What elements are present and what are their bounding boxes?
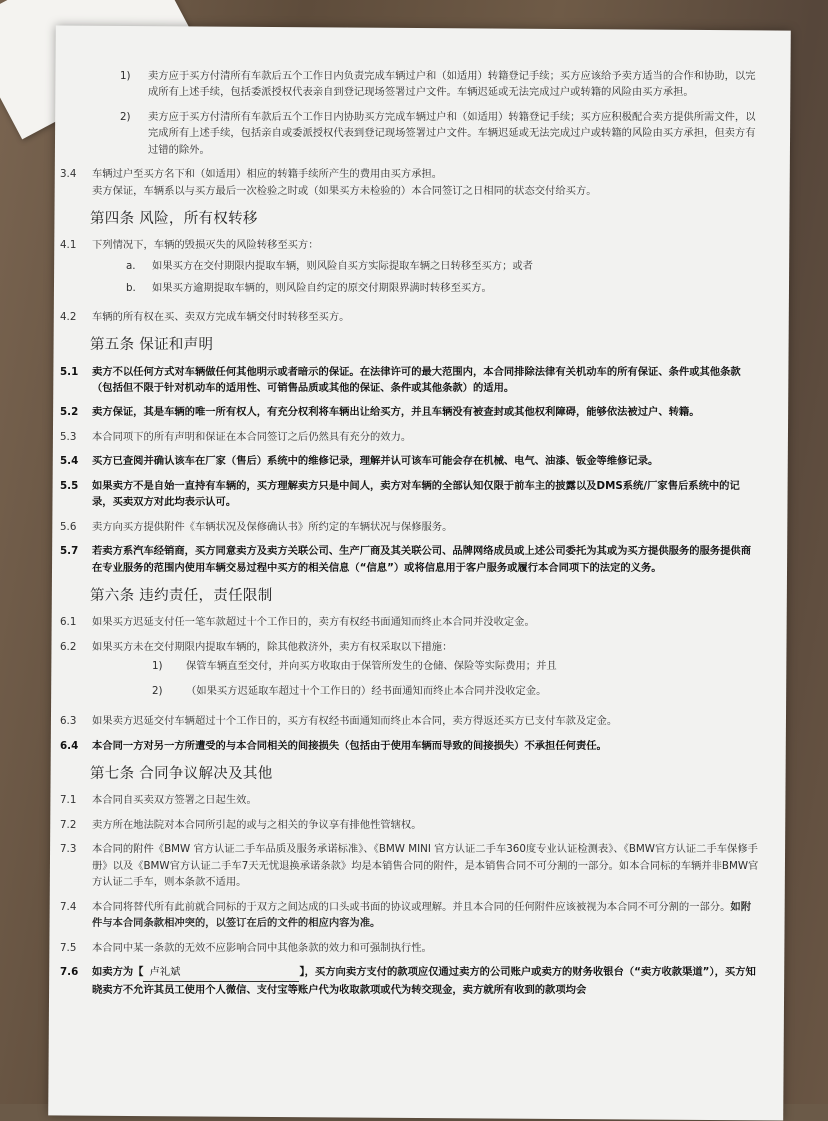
clause-4-2: 4.2 车辆的所有权在买、卖双方完成车辆交付时转移至买方。 xyxy=(60,310,350,323)
clause-5-1: 5.1 卖方不以任何方式对车辆做任何其他明示或者暗示的保证。在法律许可的最大范围内，本合同排除法律有关机动车的所有保证、条件或其他条款（包括但不限于针对机动车的适用性、可销售品质或其他的保证、条件或其他条款）的适用。 xyxy=(60,365,741,394)
article-7-heading: 第七条 合同争议解决及其他 xyxy=(90,766,273,783)
clause-6-4: 6.4 本合同一方对另一方所遭受的与本合同相关的间接损失（包括由于使用车辆而导致的间接损失）不承担任何责任。 xyxy=(60,739,607,752)
clause-7-3: 7.3 本合同的附件《BMW 官方认证二手车品质及服务承诺标准》、《BMW MINI 官方认证二手车360度专业认证检测表》、《BMW官方认证二手车保修手册》以及《BMW官方认证二手车7天无忧退换承诺条款》均是本销售合同的附件，是本销售合同不可分割的一部分。如本合同标的车辆并非BMW官方认证二手车，则本条款不适用。 xyxy=(60,843,759,889)
seller-name-field: 卢礼斌 xyxy=(143,964,299,981)
clause-3-3-item-2: 2) 卖方应于买方付清所有车款后五个工作日内协助买方完成车辆过户和（如适用）转籍登记手续；买方应积极配合卖方提供所需文件，以完成所有上述手续，包括亲自或委派授权代表到登记现场签署过户文件。车辆迟延或无法完成过户或转籍的风险由买方承担，但卖方有过错的除外。 xyxy=(120,110,756,156)
contract-text xyxy=(60,68,760,1006)
clause-7-6: 7.6 如卖方为【 卢礼斌 】，买方向卖方支付的款项应仅通过卖方的公司账户或卖方的财务收银台（“卖方收款渠道”），买方知晓卖方不允许其员工使用个人微信、支付宝等账户代为收取款项或代为转交现金，卖方就所有收到的款项均会 xyxy=(60,966,756,996)
clause-7-5: 7.5 本合同中某一条款的无效不应影响合同中其他条款的效力和可强制执行性。 xyxy=(60,941,432,954)
clause-5-4: 5.4 买方已查阅并确认该车在厂家（售后）系统中的维修记录，理解并认可该车可能会存在机械、电气、油漆、钣金等维修记录。 xyxy=(60,455,659,468)
clause-6-2: 6.2 如果买方未在交付期限内提取车辆的，除其他救济外，卖方有权采取以下措施： xyxy=(60,640,453,653)
clause-5-7: 5.7 若卖方系汽车经销商，买方同意卖方及卖方关联公司、生产厂商及其关联公司、品牌网络成员或上述公司委托为其或为买方提供服务的服务提供商在专业服务的范围内使用车辆交易过程中买方的相关信息（“信息”）或将信息用于客户服务或履行本合同项下的法定的义务。 xyxy=(60,545,751,574)
clause-5-5: 5.5 如果卖方不是自始一直持有车辆的，买方理解卖方只是中间人，卖方对车辆的全部认知仅限于前车主的披露以及DMS系统/厂家售后系统中的记录，买卖双方对此均表示认可。 xyxy=(60,479,740,509)
clause-6-3: 6.3 如果卖方迟延交付车辆超过十个工作日的，买方有权经书面通知而终止本合同，卖方得返还买方已支付车款及定金。 xyxy=(60,715,618,728)
clause-5-3: 5.3 本合同项下的所有声明和保证在本合同签订之后仍然具有充分的效力。 xyxy=(60,430,412,443)
clause-4-1: 4.1 下列情况下，车辆的毁损灭失的风险转移至买方： xyxy=(60,239,319,252)
clause-6-1: 6.1 如果买方迟延支付任一笔车款超过十个工作日的，卖方有权经书面通知而终止本合同并没收定金。 xyxy=(60,616,535,629)
clause-3-4: 3.4 车辆过户至买方名下和（如适用）相应的转籍手续所产生的费用由买方承担。 卖方保证，车辆系以与买方最后一次检验之时或（如果买方未检验的）本合同签订之日相同的状态交付给买方。 xyxy=(60,168,597,197)
clause-4-1-b: b. 如果买方逾期提取车辆的，则风险自约定的原交付期限界满时转移至买方。 xyxy=(126,282,492,295)
clause-5-6: 5.6 卖方向买方提供附件《车辆状况及保修确认书》所约定的车辆状况与保修服务。 xyxy=(60,520,453,533)
article-4-heading: 第四条 风险，所有权转移 xyxy=(90,211,258,228)
clause-4-1-a: a. 如果买方在交付期限内提取车辆，则风险自买方实际提取车辆之日转移至买方；或者 xyxy=(126,259,533,272)
article-5-heading: 第五条 保证和声明 xyxy=(90,337,214,354)
clause-6-2-item-1: 1) 保管车辆直至交付，并向买方收取由于保管所发生的仓储、保险等实际费用；并且 xyxy=(152,660,557,673)
clause-3-3-item-1: 1) 卖方应于买方付清所有车款后五个工作日内负责完成车辆过户和（如适用）转籍登记手续；买方应该给予卖方适当的合作和协助，以完成所有上述手续，包括委派授权代表亲自到登记现场签署过户文件。车辆迟延或无法完成过户或转籍的风险由买方承担。 xyxy=(120,70,756,99)
article-6-heading: 第六条 违约责任，责任限制 xyxy=(90,588,273,605)
clause-5-2: 5.2 卖方保证，其是车辆的唯一所有权人，有充分权利将车辆出让给买方，并且车辆没有被查封或其他权利障碍，能够依法被过户、转籍。 xyxy=(60,406,700,419)
clause-7-4: 7.4 本合同将替代所有此前就合同标的于双方之间达成的口头或书面的协议或理解。并且本合同的任何附件应该被视为本合同不可分割的一部分。如附件与本合同条款相冲突的，以签订在后的文件的相应内容为准。 xyxy=(60,900,751,930)
clause-7-1: 7.1 本合同自买卖双方签署之日起生效。 xyxy=(60,794,257,807)
clause-6-2-item-2: 2) （如果买方迟延取车超过十个工作日的）经书面通知而终止本合同并没收定金。 xyxy=(152,684,547,697)
clause-7-2: 7.2 卖方所在地法院对本合同所引起的或与之相关的争议享有排他性管辖权。 xyxy=(60,818,422,831)
